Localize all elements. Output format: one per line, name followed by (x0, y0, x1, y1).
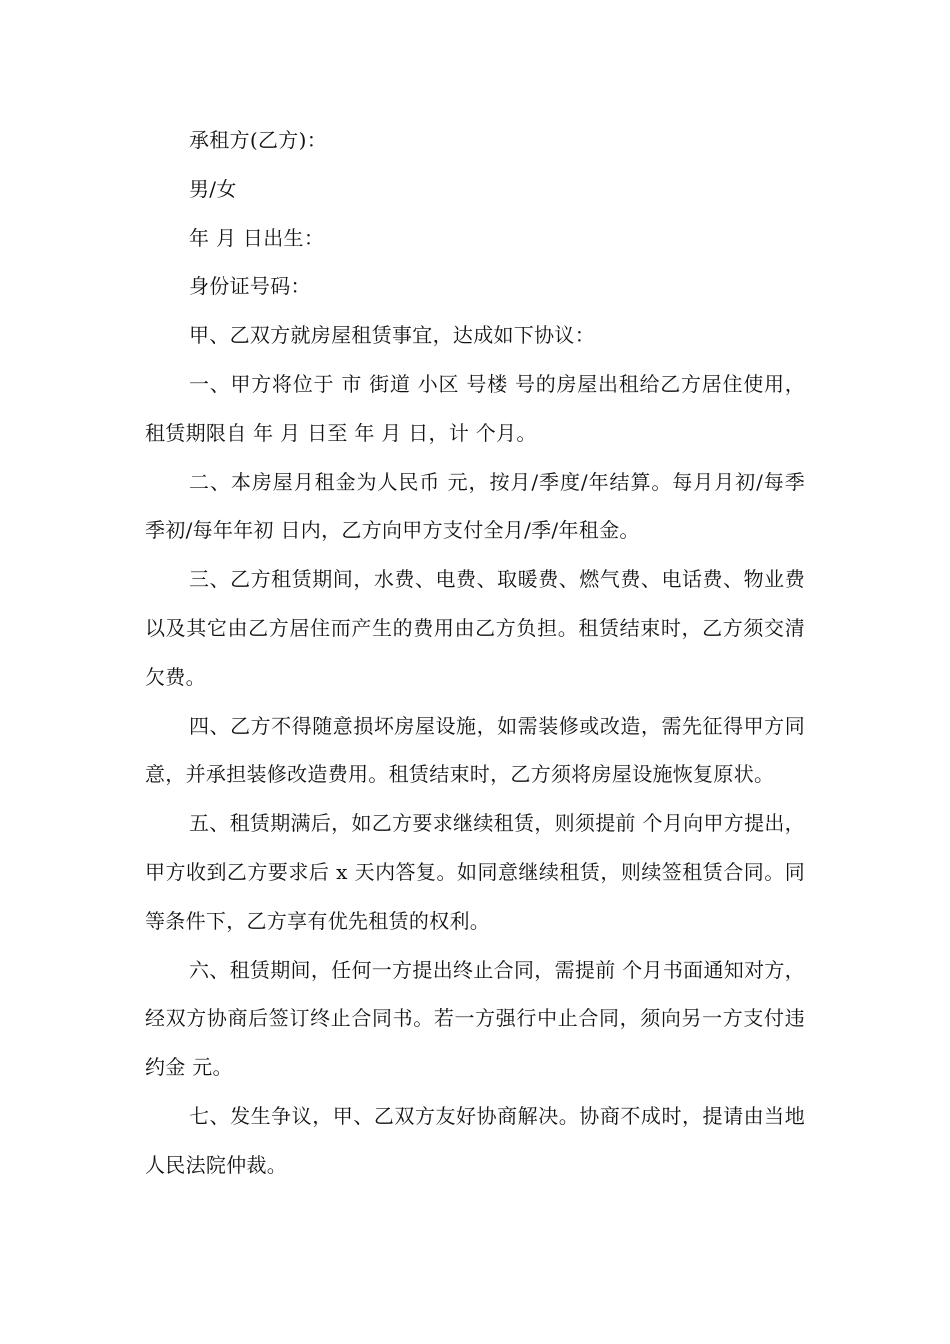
id-number-line: 身份证号码： (189, 274, 311, 299)
gender-line: 男/女 (189, 176, 237, 201)
clause-3: 三、乙方租赁期间，水费、电费、取暖费、燃气费、电话费、物业费以及其它由乙方居住而产生的费用由乙方负担。租赁结束时，乙方须交清欠费。 (145, 567, 805, 689)
tenant-party-line: 承租方(乙方)： (189, 128, 328, 152)
birth-date-line: 年 月 日出生： (189, 225, 325, 250)
clause-1: 一、甲方将位于 市 街道 小区 号楼 号的房屋出租给乙方居住使用，租赁期限自 年 月 日至 年 月 日，计 个月。 (145, 371, 805, 445)
clause-5: 五、租赁期满后，如乙方要求继续租赁，则须提前 个月向甲方提出，甲方收到乙方要求后 x 天内答复。如同意继续租赁，则续签租赁合同。同等条件下，乙方享有优先租赁的权利。 (145, 811, 805, 933)
clause-2: 二、本房屋月租金为人民币 元，按月/季度/年结算。每月月初/每季季初/每年年初 日内，乙方向甲方支付全月/季/年租金。 (145, 469, 805, 543)
agreement-intro: 甲、乙双方就房屋租赁事宜，达成如下协议： (189, 323, 595, 348)
clause-4: 四、乙方不得随意损坏房屋设施，如需装修或改造，需先征得甲方同意，并承担装修改造费用。租赁结束时，乙方须将房屋设施恢复原状。 (145, 713, 805, 787)
document-body (145, 116, 805, 1190)
clause-7: 七、发生争议，甲、乙双方友好协商解决。协商不成时，提请由当地人民法院仲裁。 (145, 1103, 805, 1177)
clause-6: 六、租赁期间，任何一方提出终止合同，需提前 个月书面通知对方，经双方协商后签订终止合同书。若一方强行中止合同，须向另一方支付违约金 元。 (145, 957, 805, 1080)
